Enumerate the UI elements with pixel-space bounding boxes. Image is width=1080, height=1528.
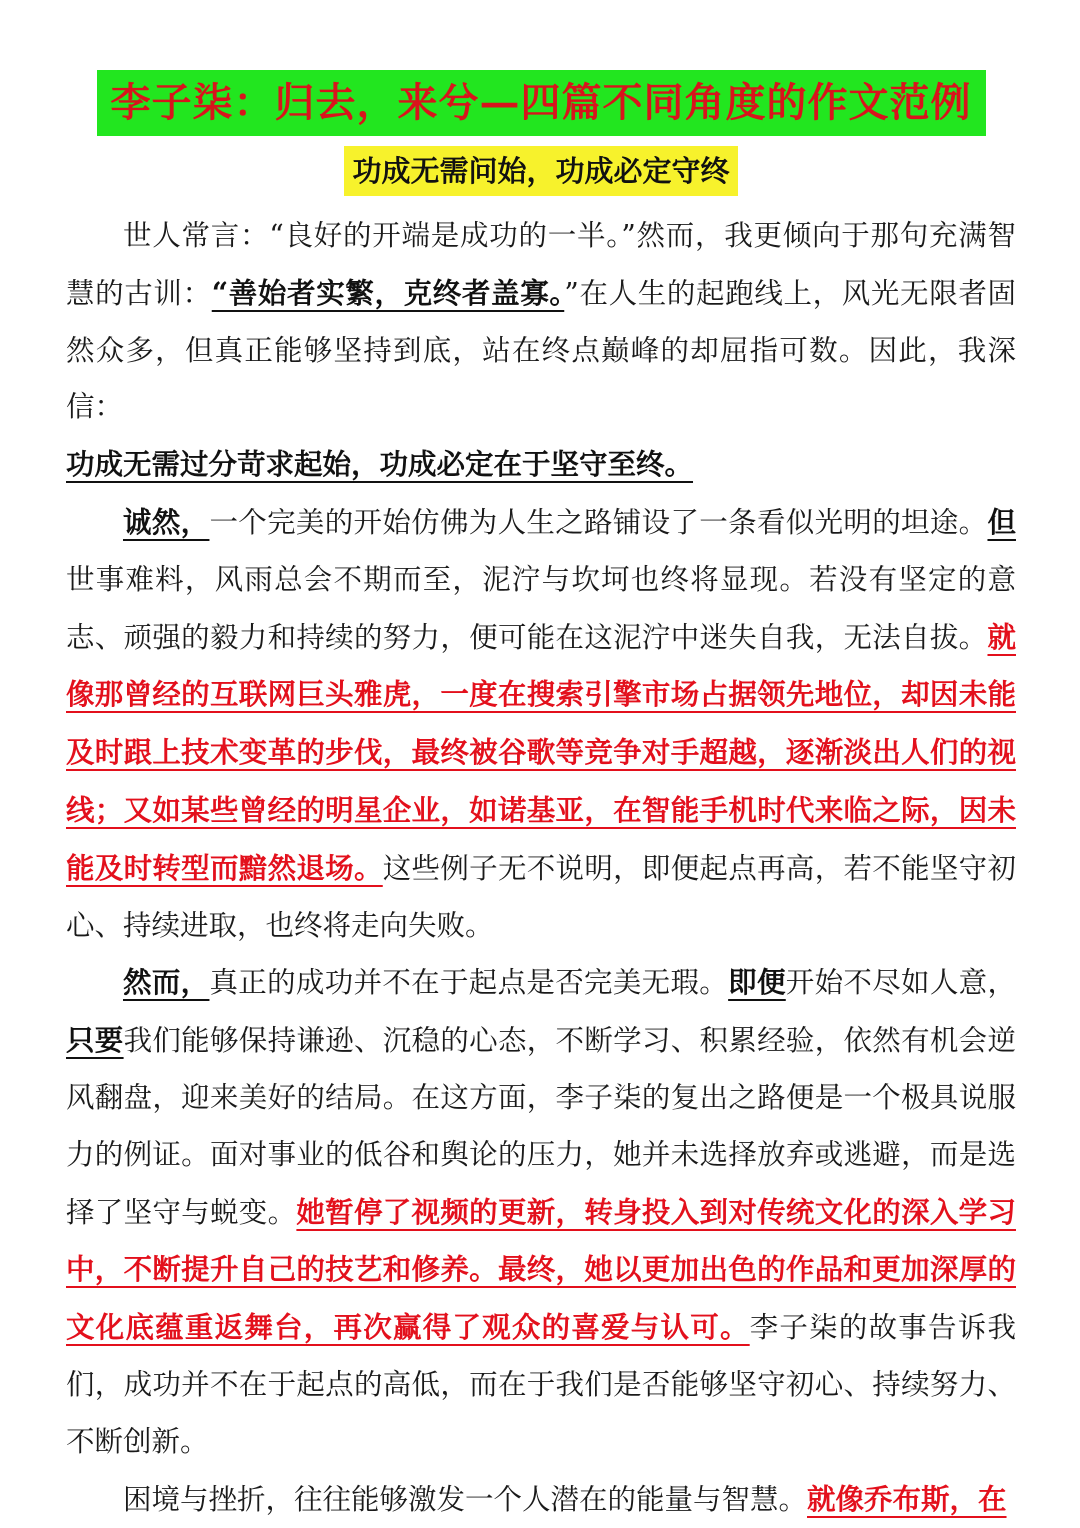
p3-only: 只要 [66,1023,124,1058]
subtitle-wrap [66,146,1016,196]
p2-text-2: 世事难料，风雨总会不期而至，泥泞与坎坷也终将显现。若没有坚定的意志、顽强的毅力和持续的努力，便可能在这泥泞中迷失自我，无法自拔。 [66,562,1016,654]
p2-lead: 诚然， [123,504,210,539]
p3-example: 她暂停了视频的更新，转身投入到对传统文化的深入学习中，不断提升自己的技艺和修养。最终，她以更加出色的作品和更加深厚的文化底蕴重返舞台，再次赢得了观众的喜爱与认可。 [66,1194,1016,1345]
paragraph-4 [66,1471,1016,1528]
p1-thesis: 功成无需过分苛求起始，功成必定在于坚守至终。 [66,447,694,482]
essay-subtitle: 功成无需问始，功成必定守终 [344,146,737,196]
p3-text-1: 真正的成功并不在于起点是否完美无瑕。 [209,966,729,1000]
title-wrap [66,70,1016,136]
p1-text-1: 世人常言：“良好的开端是成功的一半。”然而，我更倾向于那句充满智慧的古训： [66,219,1016,310]
p4-text-1: 困境与挫折，往往能够激发一个人潜在的能量与智慧。 [123,1482,808,1516]
paragraph-2 [66,494,1016,954]
p1-text-2: ”在人生的起跑线上，风光无限者固然众多，但真正能够坚持到底，站在终点巅峰的却屈指可数。因此，我深信： [66,276,1016,424]
p2-but: 但 [987,504,1016,539]
p4-example: 就像乔布斯，在 [807,1481,1007,1516]
p2-text-1: 一个完美的开始仿佛为人生之路铺设了一条看似光明的坦途。 [209,505,988,539]
p3-text-2: 开始不尽如人意， [785,966,1016,1000]
essay-body [66,208,1016,1528]
paragraph-3 [66,954,1016,1470]
p2-example: 就像那曾经的互联网巨头雅虎，一度在搜索引擎市场占据领先地位，却因未能及时跟上技术变革的步伐，最终被谷歌等竞争对手超越，逐渐淡出人们的视线；又如某些曾经的明星企业，如诺基亚，在智能手机时代来临之际，因未能及时转型而黯然退场。 [66,619,1016,885]
page-title: 李子柒：归去，来兮—四篇不同角度的作文范例 [97,70,986,136]
p1-quote: “善始者实繁，克终者盖寡。 [211,275,565,310]
p2-text-3: 这些例子无不说明，即便起点再高，若不能坚守初心、持续进取，也终将走向失败。 [66,851,1016,942]
p3-lead: 然而， [123,965,210,1000]
p3-text-4: 李子柒的故事告诉我们，成功并不在于起点的高低，而在于我们是否能够坚守初心、持续努力、不断创新。 [66,1311,1016,1458]
p3-even: 即便 [728,965,786,1000]
paragraph-1 [66,208,1016,494]
p3-text-3: 我们能够保持谦逊、沉稳的心态，不断学习、积累经验，依然有机会逆风翻盘，迎来美好的结局。在这方面，李子柒的复出之路便是一个极具说服力的例证。面对事业的低谷和舆论的压力，她并未选择放弃或逃避，而是选择了坚守与蜕变。 [66,1024,1016,1229]
